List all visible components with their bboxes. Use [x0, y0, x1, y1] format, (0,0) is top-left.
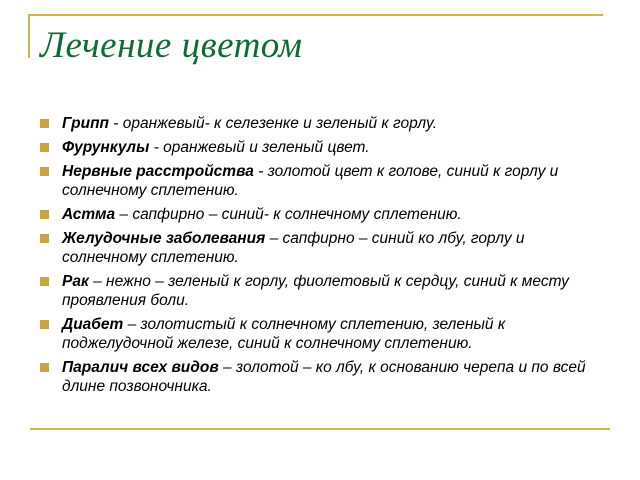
left-rule [28, 14, 30, 58]
square-bullet-icon [40, 143, 49, 152]
list-item [38, 138, 608, 157]
item-term: Фурункулы [62, 139, 150, 156]
item-term: Желудочные заболевания [62, 230, 266, 247]
list-item [38, 114, 608, 133]
list-item [38, 358, 608, 396]
item-term: Нервные расстройства [62, 163, 254, 180]
item-term: Рак [62, 273, 89, 290]
list-item [38, 315, 608, 353]
square-bullet-icon [40, 363, 49, 372]
square-bullet-icon [40, 119, 49, 128]
item-text: - оранжевый и зеленый цвет. [149, 139, 370, 156]
list-item [38, 229, 608, 267]
item-term: Диабет [62, 316, 124, 333]
item-text: – золотой – ко лбу, к основанию черепа и по всей длине позвоночника. [62, 359, 586, 395]
list-item [38, 162, 608, 200]
list-item [38, 205, 608, 224]
square-bullet-icon [40, 234, 49, 243]
square-bullet-icon [40, 277, 49, 286]
square-bullet-icon [40, 167, 49, 176]
square-bullet-icon [40, 210, 49, 219]
item-term: Паралич всех видов [62, 359, 219, 376]
bullet-list [38, 114, 608, 401]
item-text: – сапфирно – синий- к солнечному сплетению. [115, 206, 462, 223]
top-rule [28, 14, 603, 16]
slide-title: Лечение цветом [40, 25, 303, 66]
item-term: Грипп [62, 115, 109, 132]
item-text: - оранжевый- к селезенке и зеленый к горлу. [109, 115, 437, 132]
item-text: – золотистый к солнечному сплетению, зеленый к поджелудочной железе, синий к солнечному сплетению. [62, 316, 506, 352]
square-bullet-icon [40, 320, 49, 329]
item-term: Астма [62, 206, 116, 223]
item-text: – нежно – зеленый к горлу, фиолетовый к сердцу, синий к месту проявления боли. [62, 273, 569, 309]
bottom-rule [30, 428, 610, 430]
list-item [38, 272, 608, 310]
item-text: - золотой цвет к голове, синий к горлу и солнечному сплетению. [62, 163, 559, 199]
item-text: – сапфирно – синий ко лбу, горлу и солнечному сплетению. [62, 230, 525, 266]
